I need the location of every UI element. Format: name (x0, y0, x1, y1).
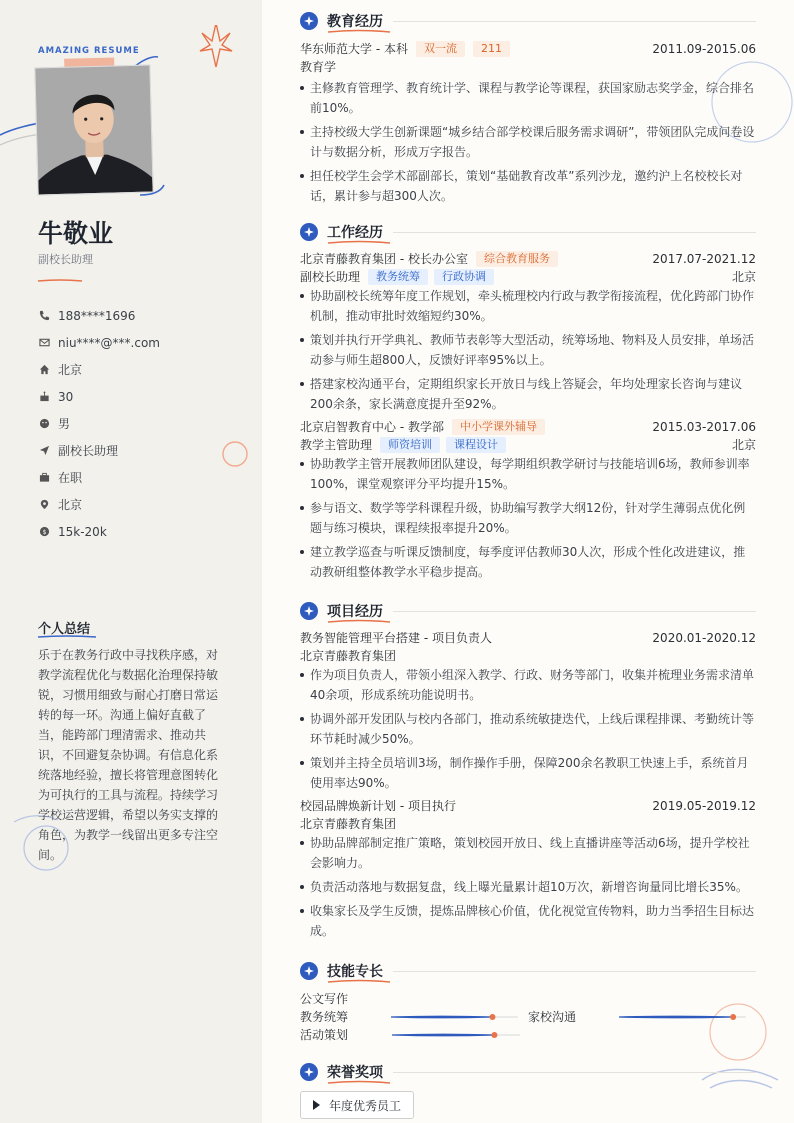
profile-photo (34, 65, 153, 196)
list-item: 作为项目负责人，带领小组深入教学、行政、财务等部门，收集并梳理业务需求清单40余项，形成系统功能说明书。 (300, 665, 756, 705)
list-item: 负责活动落地与数据复盘，线上曝光量累计超10万次，新增咨询量同比增长35%。 (300, 877, 756, 897)
skill-item (300, 1026, 756, 1044)
awards-header (300, 1061, 756, 1083)
work-city: 北京 (731, 438, 756, 452)
brand-label: AMAZING RESUME (38, 46, 140, 56)
skill-item (300, 1008, 756, 1026)
list-item: 收集家长及学生反馈，提炼品牌核心价值，优化视觉宣传物料，助力当季招生目标达成。 (300, 901, 756, 941)
skills-header (300, 960, 756, 982)
work-org: 北京青藤教育集团 - 校长办公室 (300, 252, 468, 266)
play-icon (313, 1100, 320, 1110)
list-item: 搭建家校沟通平台，定期组织家长开放日与线上答疑会，年均处理家长咨询与建议200余条，家长满意度提升至92%。 (300, 374, 756, 414)
star-badge-icon (300, 602, 318, 620)
project-bullets (300, 833, 756, 941)
education-bullets (300, 78, 756, 206)
work-position-tag: 行政协调 (434, 269, 494, 285)
contact-info-list (38, 302, 160, 545)
avatar (34, 65, 153, 196)
info-location (38, 491, 160, 518)
work-header (300, 221, 756, 243)
section-underline (328, 29, 390, 33)
section-divider (393, 1072, 756, 1073)
project-org: 北京青藤教育集团 (300, 649, 397, 663)
project-entry (300, 629, 756, 793)
info-location-text: 北京 (58, 498, 83, 512)
info-age-text: 30 (58, 389, 74, 404)
project-row (300, 629, 756, 647)
skill-item (300, 990, 756, 1008)
work-position-tag: 师资培训 (380, 437, 440, 453)
section-divider (393, 232, 756, 233)
work-position: 教学主管助理 (300, 438, 373, 452)
skills-grid (300, 990, 756, 1044)
skill-bar-knob (730, 1014, 736, 1020)
work-org-row (300, 250, 756, 268)
work-position-row (300, 436, 756, 454)
school-tag: 211 (473, 41, 510, 57)
work-section (300, 221, 756, 586)
role-underline (38, 279, 82, 282)
info-status (38, 464, 160, 491)
award-label: 年度优秀员工 (329, 1098, 402, 1113)
star-badge-icon (300, 962, 318, 980)
skill-bar-knob (491, 1032, 497, 1038)
list-item: 协助品牌部制定推广策略，策划校园开放日、线上直播讲座等活动6场，提升学校社会影响力。 (300, 833, 756, 873)
award-item (300, 1091, 414, 1119)
skill-name: 教务统筹 (300, 1010, 349, 1024)
info-gender (38, 410, 160, 437)
work-position-row (300, 268, 756, 286)
school-name: 华东师范大学 - 本科 (300, 42, 408, 56)
info-phone (38, 302, 160, 329)
list-item: 建立教学巡查与听课反馈制度，每季度评估教师30人次，形成个性化改进建议，推动教研组整体教学水平稳步提高。 (300, 542, 756, 582)
skill-bar-knob (490, 1014, 496, 1020)
star-badge-icon (300, 1063, 318, 1081)
location-icon (38, 499, 50, 511)
work-org: 北京启智教育中心 - 教学部 (300, 420, 444, 434)
sidebar (0, 0, 262, 1123)
skill-level-bar (392, 1032, 520, 1038)
section-divider (393, 971, 756, 972)
work-org-row (300, 418, 756, 436)
education-date: 2011.09-2015.06 (652, 42, 756, 56)
education-major: 教育学 (300, 60, 337, 74)
candidate-name: 牛敬业 (38, 219, 114, 248)
section-underline (328, 1080, 390, 1084)
project-name: 教务智能管理平台搭建 - 项目负责人 (300, 631, 492, 645)
work-entry (300, 418, 756, 582)
school-tag: 双一流 (416, 41, 465, 57)
project-row (300, 797, 756, 815)
info-home (38, 356, 160, 383)
list-item: 参与语文、数学等学科课程升级，协助编写教学大纲12份，针对学生薄弱点优化例题与练习模块，课程续报率提升20%。 (300, 498, 756, 538)
work-entry (300, 250, 756, 414)
work-date: 2017.07-2021.12 (652, 252, 756, 266)
list-item: 担任校学生会学术部副部长，策划“基础教育改革”系列沙龙，邀约沪上名校校长对话，累计参与超300人次。 (300, 166, 756, 206)
section-underline (328, 240, 390, 244)
project-org: 北京青藤教育集团 (300, 817, 397, 831)
work-title: 工作经历 (327, 225, 383, 241)
list-item: 主持校级大学生创新课题“城乡结合部学校课后服务需求调研”，带领团队完成问卷设计与数据分析，形成万字报告。 (300, 122, 756, 162)
project-bullets (300, 665, 756, 793)
skill-bar-fill (392, 1034, 494, 1036)
awards-section (300, 1061, 756, 1119)
education-header (300, 10, 756, 32)
info-salary (38, 518, 160, 545)
education-section (300, 10, 756, 210)
home-icon (38, 364, 50, 376)
project-date: 2019.05-2019.12 (652, 799, 756, 813)
salary-icon (38, 526, 50, 538)
info-gender-text: 男 (58, 417, 71, 431)
section-divider (393, 21, 756, 22)
skills-section (300, 960, 756, 1044)
skills-title: 技能专长 (327, 964, 383, 980)
mail-icon (38, 337, 50, 349)
work-position-tag: 课程设计 (446, 437, 506, 453)
education-row (300, 40, 756, 58)
section-underline (328, 979, 390, 983)
candidate-role: 副校长助理 (38, 253, 93, 266)
star-badge-icon (300, 223, 318, 241)
age-icon (38, 391, 50, 403)
decorative-circle (220, 440, 250, 470)
info-home-text: 北京 (58, 363, 83, 377)
work-date: 2015.03-2017.06 (652, 420, 756, 434)
projects-section (300, 600, 756, 945)
work-position-tag: 教务统筹 (368, 269, 428, 285)
list-item: 协助教学主管开展教师团队建设，每学期组织教学研讨与技能培训6场，教师参训率100%，课堂观察评分平均提升15%。 (300, 454, 756, 494)
info-salary-text: 15k-20k (58, 524, 107, 539)
awards-title: 荣誉奖项 (327, 1065, 383, 1081)
skill-name: 公文写作 (300, 992, 349, 1006)
education-title: 教育经历 (327, 14, 383, 30)
phone-icon (38, 310, 50, 322)
skill-level-bar (391, 1014, 518, 1020)
svg-text:$: $ (41, 527, 47, 536)
projects-header (300, 600, 756, 622)
list-item: 协助副校长统筹年度工作规划，牵头梳理校内行政与教学衔接流程，优化跨部门协作机制，推动审批时效缩短约30%。 (300, 286, 756, 326)
summary-underline (38, 635, 96, 638)
project-entry (300, 797, 756, 941)
skill-bar-fill (619, 1016, 733, 1018)
gender-icon (38, 418, 50, 430)
work-bullets (300, 286, 756, 414)
send-icon (38, 445, 50, 457)
info-status-text: 在职 (58, 471, 83, 485)
work-position: 副校长助理 (300, 270, 361, 284)
summary-title: 个人总结 (38, 622, 91, 637)
work-city: 北京 (731, 270, 756, 284)
work-org-tag: 中小学课外辅导 (452, 419, 545, 435)
work-bullets (300, 454, 756, 582)
list-item: 协调外部开发团队与校内各部门，推动系统敏捷迭代，上线后课程排课、考勤统计等环节耗时减少50%。 (300, 709, 756, 749)
work-org-tag: 综合教育服务 (476, 251, 558, 267)
skill-level-bar (619, 1014, 746, 1020)
list-item: 策划并执行开学典礼、教师节表彰等大型活动，统筹场地、物料及人员安排，单场活动参与师生超800人，反馈好评率95%以上。 (300, 330, 756, 370)
info-age (38, 383, 160, 410)
projects-title: 项目经历 (327, 604, 383, 620)
info-target-role (38, 437, 160, 464)
skill-name: 家校沟通 (528, 1010, 577, 1024)
section-divider (393, 611, 756, 612)
info-email (38, 329, 160, 356)
info-email-text: niu****@***.com (58, 335, 160, 350)
section-underline (328, 619, 390, 623)
summary-text: 乐于在教务行政中寻找秩序感，对教学流程优化与数据化治理保持敏锐，习惯用细致与耐心打磨日常运转的每一环。沟通上偏好直截了当，能跨部门理清需求、推动共识，不回避复杂协调。有信息化系统落地经验，擅长将管理意图转化为可执行的工具与流程。持续学习学校运营逻辑，希望以务实支撑的角色，为教学一线留出更多专注空间。 (38, 648, 219, 862)
info-target-role-text: 副校长助理 (58, 444, 119, 458)
list-item: 策划并主持全员培训3场，制作操作手册，保障200余名教职工快速上手，系统首月使用率达90%。 (300, 753, 756, 793)
star-badge-icon (300, 12, 318, 30)
project-name: 校园品牌焕新计划 - 项目执行 (300, 799, 456, 813)
project-date: 2020.01-2020.12 (652, 631, 756, 645)
list-item: 主修教育管理学、教育统计学、课程与教学论等课程，获国家励志奖学金，综合排名前10%。 (300, 78, 756, 118)
skill-bar-fill (391, 1016, 492, 1018)
briefcase-icon (38, 472, 50, 484)
info-phone-text: 188****1696 (58, 308, 136, 323)
skill-name: 活动策划 (300, 1028, 349, 1042)
